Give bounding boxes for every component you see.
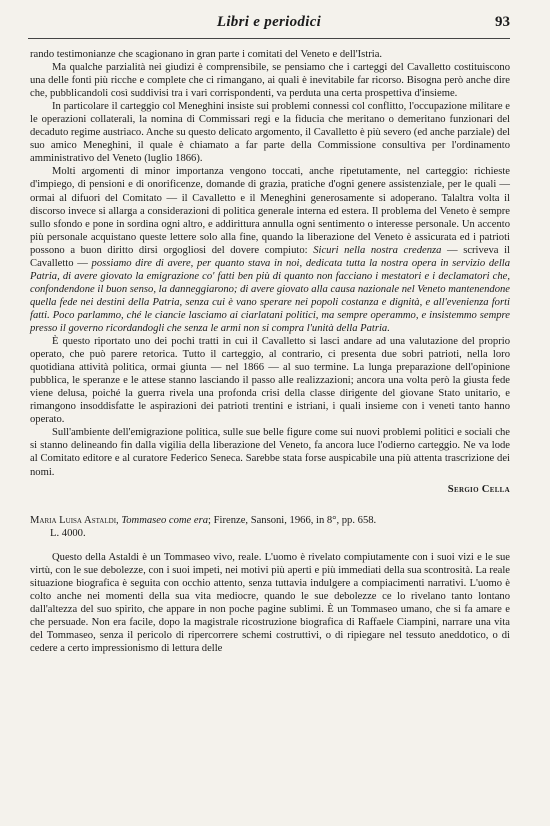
article-paragraph: In particolare il carteggio col Meneghini insiste sui problemi connessi col conflitto, l'occupazione militare e le operazioni collaterali, la nomina di Commissari regi e la fiducia che meritano o demeritano funzionari del decaduto regime austriaco. Anche su questo delicato argomento, il Cavalletto è più severo (ed anche parziale) del suo amico Meneghini, il quale è chiamato a far parte della Commissione consultiva per l'ordinamento amministrativo del Veneto (luglio 1866).: [30, 101, 510, 165]
running-title: Libri e periodici: [216, 14, 322, 30]
article-paragraph: Sull'ambiente dell'emigrazione politica, sulle sue belle figure come sui nuovi problemi politici e sociali che si stanno delineando fin dalla vigilia della liberazione del Veneto, fa ancora luce l'odierno carteggio. Ne va lode al Comitato editore e al curatore Federico Seneca. Sarebbe stata forse auspicabile una più attenta trascrizione dei nomi.: [30, 427, 510, 478]
review-publication-info: ; Firenze, Sansoni, 1966, in 8°, pp. 658.: [208, 514, 377, 526]
paragraph-text: — scriveva il Cavalletto —: [30, 244, 510, 269]
review-book-title: Tommaseo come era: [121, 514, 209, 526]
article-paragraph-with-quote: [30, 165, 510, 335]
quotation-fragment: Sicuri nella nostra credenza: [313, 244, 442, 256]
article-paragraph-continued: rando testimonianze che scagionano in gran parte i comitati del Veneto e dell'Istria.: [30, 49, 383, 60]
section-spacer: [30, 496, 510, 514]
page-body: [30, 48, 510, 655]
review-price: L. 4000.: [50, 528, 86, 540]
paragraph-text: Molti argomenti di minor importanza vengono toccati, anche ripetutamente, nel carteggio: richieste d'impiego, di pensioni e di onorificenze, domande di grazia, pratiche d'ogni genere assistenziale, per le quali — ormai al difuori del Comitato — il Cavalletto e il Meneghini generosamente si adoperano. Talaltra volta il discorso invece si allarga a considerazioni di politica generale interna ed estera. Il problema del Veneto è sempre sullo sfondo e pone in sordina ogni altro, e addirittura annulla ogni sentimento o interesse personale. Un accento più personale acquistano queste lettere solo alla fine, quando la liberazione del Veneto è assicurata ed i patrioti possono a buon diritto dirsi orgogliosi del dovere compiuto:: [30, 166, 510, 256]
quotation: possiamo dire di avere, per quanto stava in noi, dedicata tutta la nostra opera in servizio della Patria, di avere giovato la emigrazione co' fatti ben più di quanto non facciano i mestatori e i declamatori che, confondendone il buon senso, la danneggiarono; di avere giovato alla causa nazionale nel Veneto mantenendone quella fede nei destini della Patria, senza cui è vano sperare nei popoli costanza e dignità, e all'evenienza forti fatti. Poco parlammo, ché le ciancie lasciamo ai ciarlatani politici, ma sempre operammo, e insistemmo sempre presso il governo ricordandogli che senza le armi non si compra l'unità della Patria.: [30, 257, 510, 334]
review-author: Maria Luisa Astaldi: [30, 514, 117, 526]
article-paragraph: È questo riportato uno dei pochi tratti in cui il Cavalletto si lasci andare ad una valutazione del proprio operato, che può parere retorica. Tutto il carteggio, al contrario, ci presenta due sobri patrioti, nella loro quotidiana attività politica, ormai giunta — nel 1866 — al suo termine. La lunga preparazione dell'opinione pubblica, le speranze e le attese stanno lasciando il passo alle realizzazioni; ancora una volta però la giusta fede viene delusa, poiché la guerra rivela una profonda crisi della classe dirigente del giovane Stato unitario, e rimangono insoddisfatte le aspirazioni dei patrioti trentini e istriani, i quali insieme con i veneti tanto hanno operato.: [30, 336, 510, 426]
review-heading: Maria Luisa Astaldi, Tommaseo come era; Firenze, Sansoni, 1966, in 8°, pp. 658. L. 4000.: [30, 514, 510, 541]
page-number: 93: [495, 14, 510, 30]
article-paragraph: Ma qualche parzialità nei giudizi è comprensibile, se pensiamo che i carteggi del Cavalletto costituiscono una delle fonti più ricche e complete che ci rimangano, ai quali è inevitabile far ricorso. Bisogna però anche dire che, pubblicandoli così suddivisi tra i vari corrispondenti, va perduta una certa prospettiva d'insieme.: [30, 62, 510, 100]
running-head: [28, 14, 510, 38]
review-paragraph: Questo della Astaldi è un Tommaseo vivo, reale. L'uomo è rivelato compiutamente con i suoi vizi e le sue virtù, con le sue debolezze, con i suoi impeti, nei motivi più aperti e più immediati della sua scontrosità. La reale situazione biografica è seguita con occhio attento, senza tuttavia indulgere a compiacimenti narrativi. L'uomo è colto anche nei momenti della sua vita mediocre, quando le sue debolezze ce lo rivelano tanto lontano dall'altezza del suo spirito, che appare in non poche pagine sublimi. È un Tommaseo umano, che si fa amare e che persuade. Non era facile, dopo la magistrale ricostruzione biografica di Raffaele Ciampini, narrare una vita del Tommaseo, senza il pericolo di ripercorrere schemi costruttivi, o di ripiegare nel tessuto aneddotico, o di cedere a certo impressionismo di lettura delle: [30, 551, 510, 654]
author-signature: Sergio Cella: [447, 483, 510, 495]
header-rule: [28, 38, 510, 39]
